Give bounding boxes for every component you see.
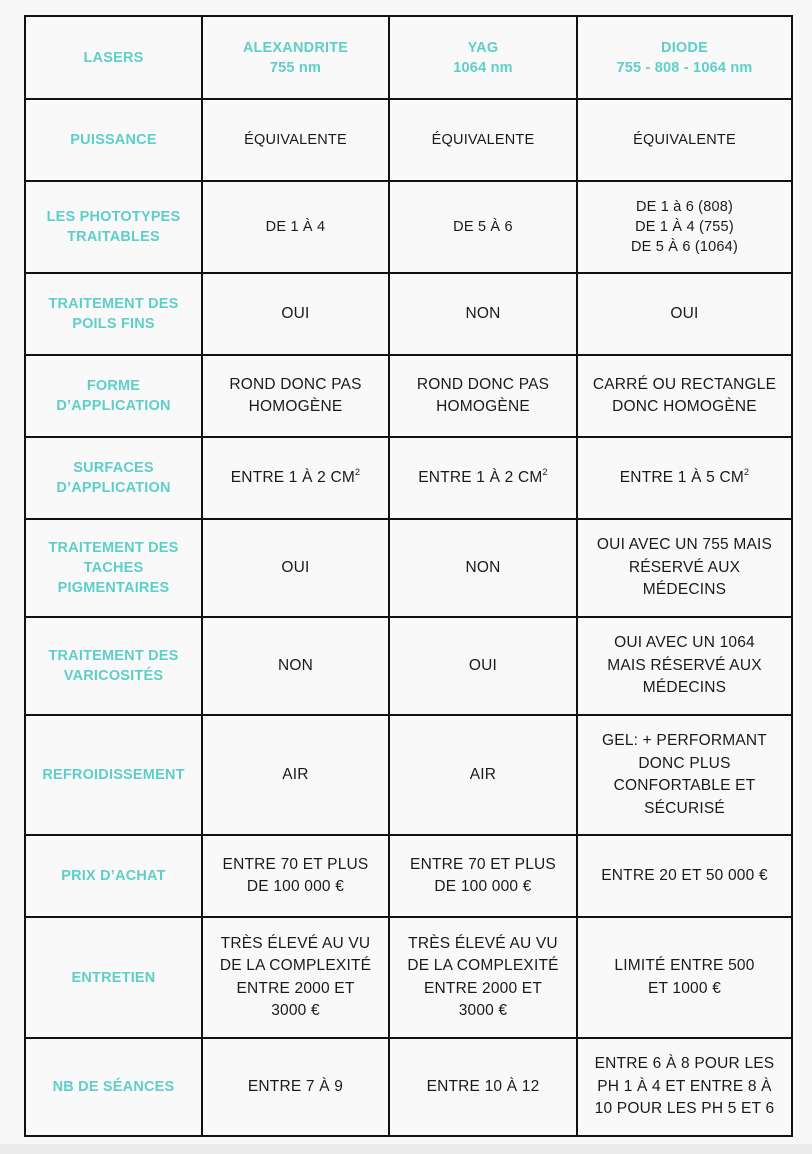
row-label: NB DE SÉANCES	[25, 1038, 202, 1136]
cell-yag: OUI	[389, 617, 577, 715]
cell-diode: CARRÉ OU RECTANGLE DONC HOMOGÈNE	[577, 355, 792, 437]
row-varicosites	[25, 617, 792, 715]
cell-yag: ENTRE 1 À 2 $CM^2$	[389, 437, 577, 519]
cell-yag: ROND DONC PAS HOMOGÈNE	[389, 355, 577, 437]
cell-diode: OUI AVEC UN 755 MAIS RÉSERVÉ AUX MÉDECINS	[577, 519, 792, 617]
row-label: LES PHOTOTYPES TRAITABLES	[25, 181, 202, 273]
cell-yag: ÉQUIVALENTE	[389, 99, 577, 181]
row-forme-application	[25, 355, 792, 437]
row-label: TRAITEMENT DES TACHES PIGMENTAIRES	[25, 519, 202, 617]
laser-wavelength: 755 - 808 - 1064 nm	[616, 59, 753, 76]
cell-diode: GEL: + PERFORMANT DONC PLUS CONFORTABLE ET SÉCURISÉ	[577, 715, 792, 835]
cell-yag: TRÈS ÉLEVÉ AU VU DE LA COMPLEXITÉ ENTRE 2000 ET 3000 €	[389, 917, 577, 1038]
header-alexandrite	[202, 16, 389, 99]
cell-alexandrite: TRÈS ÉLEVÉ AU VU DE LA COMPLEXITÉ ENTRE 2000 ET 3000 €	[202, 917, 389, 1038]
row-prix-achat	[25, 835, 792, 917]
row-label: PUISSANCE	[25, 99, 202, 181]
laser-comparison-table	[24, 15, 793, 1137]
cell-yag: DE 5 À 6	[389, 181, 577, 273]
cell-diode: DE 1 à 6 (808) DE 1 À 4 (755) DE 5 À 6 (1064)	[577, 181, 792, 273]
cell-yag: NON	[389, 273, 577, 355]
laser-name: DIODE	[661, 39, 708, 56]
row-label: REFROIDISSEMENT	[25, 715, 202, 835]
cell-diode: ENTRE 1 À 5 $CM^2$	[577, 437, 792, 519]
row-puissance	[25, 99, 792, 181]
cell-alexandrite: ENTRE 70 ET PLUS DE 100 000 €	[202, 835, 389, 917]
row-label: PRIX D’ACHAT	[25, 835, 202, 917]
cell-yag: AIR	[389, 715, 577, 835]
cell-diode: OUI	[577, 273, 792, 355]
header-diode	[577, 16, 792, 99]
bottom-band	[0, 1144, 812, 1154]
cell-yag: ENTRE 10 À 12	[389, 1038, 577, 1136]
cell-diode: LIMITÉ ENTRE 500 ET 1000 €	[577, 917, 792, 1038]
row-label: TRAITEMENT DES VARICOSITÉS	[25, 617, 202, 715]
cell-diode: ENTRE 20 ET 50 000 €	[577, 835, 792, 917]
header-lasers: LASERS	[25, 16, 202, 99]
cell-alexandrite: DE 1 À 4	[202, 181, 389, 273]
header-yag	[389, 16, 577, 99]
row-entretien	[25, 917, 792, 1038]
row-phototypes	[25, 181, 792, 273]
cell-alexandrite: OUI	[202, 273, 389, 355]
header-row	[25, 16, 792, 99]
row-taches-pigmentaires	[25, 519, 792, 617]
cell-diode: OUI AVEC UN 1064 MAIS RÉSERVÉ AUX MÉDECINS	[577, 617, 792, 715]
cell-alexandrite: AIR	[202, 715, 389, 835]
row-nb-seances	[25, 1038, 792, 1136]
row-label: ENTRETIEN	[25, 917, 202, 1038]
laser-wavelength: 1064 nm	[453, 59, 513, 76]
cell-alexandrite: OUI	[202, 519, 389, 617]
unit-exponent: 2	[542, 466, 548, 477]
row-refroidissement	[25, 715, 792, 835]
row-label: FORME D’APPLICATION	[25, 355, 202, 437]
cell-diode: ÉQUIVALENTE	[577, 99, 792, 181]
cell-diode: ENTRE 6 À 8 POUR LES PH 1 À 4 ET ENTRE 8 À 10 POUR LES PH 5 ET 6	[577, 1038, 792, 1136]
row-label: SURFACES D’APPLICATION	[25, 437, 202, 519]
cell-alexandrite: NON	[202, 617, 389, 715]
unit-exponent: 2	[355, 466, 361, 477]
unit-exponent: 2	[744, 466, 750, 477]
cell-alexandrite: ROND DONC PAS HOMOGÈNE	[202, 355, 389, 437]
cell-yag: ENTRE 70 ET PLUS DE 100 000 €	[389, 835, 577, 917]
laser-name: ALEXANDRITE	[242, 39, 349, 56]
cell-yag: NON	[389, 519, 577, 617]
row-poils-fins	[25, 273, 792, 355]
cell-alexandrite: ENTRE 1 À 2 $CM^2$	[202, 437, 389, 519]
row-surfaces-application	[25, 437, 792, 519]
cell-alexandrite: ENTRE 7 À 9	[202, 1038, 389, 1136]
laser-wavelength: 755 nm	[269, 59, 322, 76]
row-label: TRAITEMENT DES POILS FINS	[25, 273, 202, 355]
cell-alexandrite: ÉQUIVALENTE	[202, 99, 389, 181]
laser-name: YAG	[467, 39, 499, 56]
